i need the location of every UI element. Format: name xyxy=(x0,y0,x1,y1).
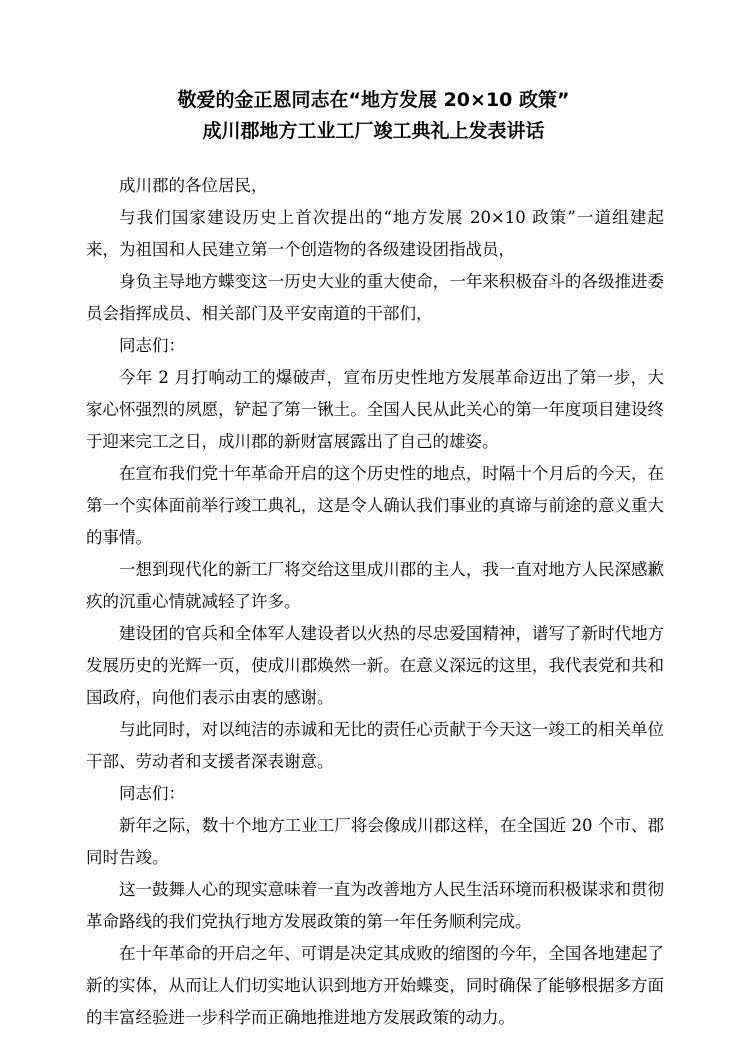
paragraph-address-construction-corps: 与我们国家建设历史上首次提出的“地方发展 20×10 政策”一道组建起来，为祖国和人民建立第一个创造物的各级建设团指战员， xyxy=(86,208,664,259)
paragraph-ten-year-revolution: 在十年革命的开启之年、可谓是决定其成败的缩图的今年，全国各地建起了新的实体，从而让人们切实地认识到地方开始蝶变，同时确保了能够根据多方面的丰富经验进一步科学而正确地推进地方发展政策的动力。 xyxy=(86,944,664,1027)
paragraph-ceremony: 在宣布我们党十年革命开启的这个历史性的地点，时隔十个月后的今天，在第一个实体面前举行竣工典礼，这是令人确认我们事业的真谛与前途的意义重大的事情。 xyxy=(86,464,664,547)
paragraph-comrades-2: 同志们： xyxy=(119,784,185,803)
paragraph-comrades: 同志们： xyxy=(119,336,185,355)
paragraph-greeting: 成川郡的各位居民， xyxy=(119,176,268,195)
speech-title-line-2: 成川郡地方工业工厂竣工典礼上发表讲话 xyxy=(202,120,545,142)
paragraph-groundbreaking: 今年 2 月打响动工的爆破声，宣布历史性地方发展革命迈出了第一步，大家心怀强烈的夙愿，铲起了第一锹土。全国人民从此关心的第一年度项目建设终于迎来完工之日，成川郡的新财富展露出了自己的雄姿。 xyxy=(86,368,664,451)
paragraph-new-year: 新年之际，数十个地方工业工厂将会像成川郡这样，在全国近 20 个市、郡同时告竣。 xyxy=(86,816,664,867)
paragraph-new-factory: 一想到现代化的新工厂将交给这里成川郡的主人，我一直对地方人民深感歉疚的沉重心情就减轻了许多。 xyxy=(86,560,664,611)
speech-title-line-1: 敬爱的金正恩同志在“地方发展 20×10 政策” xyxy=(177,89,570,111)
paragraph-thanks-workers: 与此同时，对以纯洁的赤诚和无比的责任心贡献于今天这一竣工的相关单位干部、劳动者和支援者深表谢意。 xyxy=(86,720,664,771)
speech-body xyxy=(86,170,664,1034)
paragraph-address-committee: 身负主导地方蝶变这一历史大业的重大使命，一年来积极奋斗的各级推进委员会指挥成员、相关部门及平安南道的干部们， xyxy=(86,272,664,323)
paragraph-first-year-task: 这一鼓舞人心的现实意味着一直为改善地方人民生活环境而积极谋求和贯彻革命路线的我们党执行地方发展政策的第一年任务顺利完成。 xyxy=(86,880,664,931)
paragraph-thanks-corps: 建设团的官兵和全体军人建设者以火热的尽忠爱国精神，谱写了新时代地方发展历史的光辉一页，使成川郡焕然一新。在意义深远的这里，我代表党和共和国政府，向他们表示由衷的感谢。 xyxy=(86,624,664,707)
